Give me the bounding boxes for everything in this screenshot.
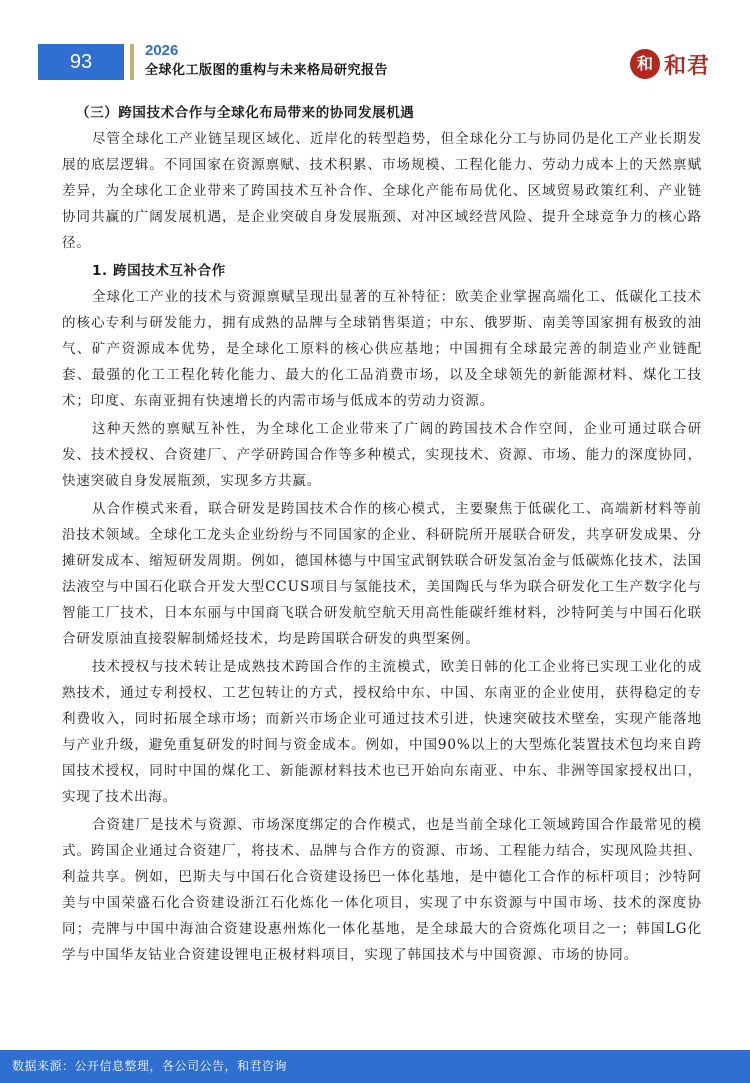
seal-icon: 和 (630, 49, 660, 79)
main-content (62, 100, 702, 970)
paragraph: 全球化工产业的技术与资源禀赋呈现出显著的互补特征：欧美企业掌握高端化工、低碳化工技术的核心专利与研发能力，拥有成熟的品牌与全球销售渠道；中东、俄罗斯、南美等国家拥有极致的油气、矿产资源成本优势，是全球化工原料的核心供应基地；中国拥有全球最完善的制造业产业链配套、最强的化工工程化转化能力、最大的化工品消费市场，以及全球领先的新能源材料、煤化工技术；印度、东南亚拥有快速增长的内需市场与低成本的劳动力资源。 (62, 289, 702, 409)
subsection-heading: 1. 跨国技术互补合作 (92, 263, 226, 279)
report-year: 2026 (145, 42, 179, 59)
paragraph: 这种天然的禀赋互补性，为全球化工企业带来了广阔的跨国技术合作空间，企业可通过联合研发、技术授权、合资建厂、产学研跨国合作等多种模式，实现技术、资源、市场、能力的深度协同，快速突破自身发展瓶颈，实现多方共赢。 (62, 421, 702, 489)
brand-name: 和君 (664, 53, 711, 79)
paragraph: 合资建厂是技术与资源、市场深度绑定的合作模式，也是当前全球化工领域跨国合作最常见的模式。跨国企业通过合资建厂，将技术、品牌与合作方的资源、市场、工程能力结合，实现风险共担、利益共享。例如，巴斯夫与中国石化合资建设扬巴一体化基地，是中德化工合作的标杆项目；沙特阿美与中国荣盛石化合资建设浙江石化炼化一体化项目，实现了中东资源与中国市场、技术的深度协同；壳牌与中国中海油合资建设惠州炼化一体化基地，是全球最大的合资炼化项目之一；韩国LG化学与中国华友钴业合资建设锂电正极材料项目，实现了韩国技术与中国资源、市场的协同。 (62, 817, 702, 963)
page-number: 93 (38, 44, 124, 80)
header-divider (130, 44, 134, 80)
data-source-footer: 数据来源：公开信息整理，各公司公告，和君咨询 (0, 1050, 750, 1083)
section-intro: 尽管全球化工产业链呈现区域化、近岸化的转型趋势，但全球化分工与协同仍是化工产业长期发展的底层逻辑。不同国家在资源禀赋、技术积累、市场规模、工程化能力、劳动力成本上的天然禀赋差异，为全球化工企业带来了跨国技术互补合作、全球化产能布局优化、区域贸易政策红利、产业链协同共赢的广阔发展机遇，是企业突破自身发展瓶颈、对冲区域经营风险、提升全球竞争力的核心路径。 (62, 131, 702, 251)
paragraph: 从合作模式来看，联合研发是跨国技术合作的核心模式，主要聚焦于低碳化工、高端新材料等前沿技术领域。全球化工龙头企业纷纷与不同国家的企业、科研院所开展联合研发，共享研发成果、分摊研发成本、缩短研发周期。例如，德国林德与中国宝武钢铁联合研发氢冶金与低碳炼化技术，法国法液空与中国石化联合开发大型CCUS项目与氢能技术，美国陶氏与华为联合研发化工生产数字化与智能工厂技术，日本东丽与中国商飞联合研发航空航天用高性能碳纤维材料，沙特阿美与中国石化联合研发原油直接裂解制烯烃技术，均是跨国联合研发的典型案例。 (62, 501, 702, 647)
section-heading: （三）跨国技术合作与全球化布局带来的协同发展机遇 (76, 105, 415, 121)
report-title: 全球化工版图的重构与未来格局研究报告 (145, 63, 389, 78)
brand-logo (630, 46, 710, 82)
paragraph: 技术授权与技术转让是成熟技术跨国合作的主流模式，欧美日韩的化工企业将已实现工业化的成熟技术，通过专利授权、工艺包转让的方式，授权给中东、中国、东南亚的企业使用，获得稳定的专利费收入，同时拓展全球市场；而新兴市场企业可通过技术引进，快速突破技术壁垒，实现产能落地与产业升级，避免重复研发的时间与资金成本。例如，中国90%以上的大型炼化装置技术包均来自跨国技术授权，同时中国的煤化工、新能源材料技术也已开始向东南亚、中东、非洲等国家授权出口，实现了技术出海。 (62, 659, 702, 805)
